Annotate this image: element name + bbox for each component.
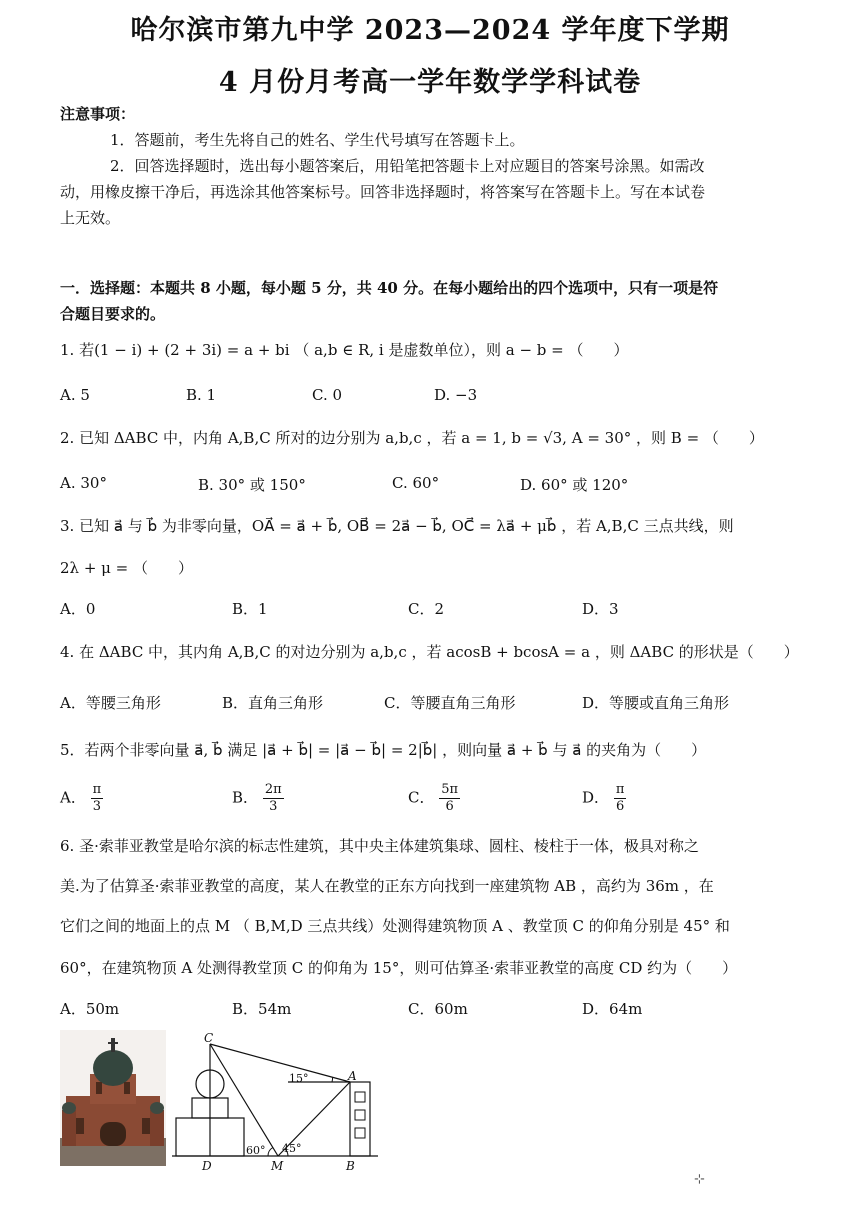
q2-option-c: C. 60° bbox=[392, 474, 440, 492]
q5-option-b-fraction bbox=[263, 782, 284, 815]
fraction-numerator: π bbox=[615, 782, 625, 797]
q3-option-b: B．1 bbox=[232, 600, 268, 618]
q3-stem-line1: 3. 已知 a⃗ 与 b⃗ 为非零向量，OA⃗ = a⃗ + b⃗, OB⃗ = 2a⃗ − b⃗, OC⃗ = λa⃗ + μb⃗ ，若 A,B,C 三点共线，则 bbox=[60, 517, 734, 535]
q5-option-d-label: D． bbox=[582, 788, 610, 807]
fraction-numerator: π bbox=[92, 782, 102, 797]
q5-option-a bbox=[60, 782, 103, 815]
q5-option-a-label: A． bbox=[60, 788, 86, 807]
label-c: C bbox=[204, 1031, 214, 1045]
scan-mark-icon: ⊹ bbox=[694, 1172, 705, 1187]
notes-item-2-line1: 2．回答选择题时，选出每小题答案后，用铅笔把答题卡上对应题目的答案号涂黑。如需改 bbox=[110, 157, 705, 175]
q4-stem: 4. 在 ΔABC 中，其内角 A,B,C 的对边分别为 a,b,c ，若 acosB + bcosA = a ，则 ΔABC 的形状是（ ） bbox=[60, 643, 799, 661]
q2-option-a: A. 30° bbox=[60, 474, 107, 492]
q5-stem: 5．若两个非零向量 a⃗, b⃗ 满足 |a⃗ + b⃗| = |a⃗ − b⃗| = 2|b⃗| ，则向量 a⃗ + b⃗ 与 a⃗ 的夹角为（ ） bbox=[60, 741, 707, 759]
q2-stem: 2. 已知 ΔABC 中，内角 A,B,C 所对的边分别为 a,b,c ，若 a = 1, b = √3, A = 30° ，则 B = （ ） bbox=[60, 429, 764, 447]
q6-stem-line3: 它们之间的地面上的点 M （ B,M,D 三点共线）处测得建筑物顶 A 、教堂顶 C 的仰角分别是 45° 和 bbox=[60, 917, 730, 935]
exam-title-line1: 哈尔滨市第九中学 2023—2024 学年度下学期 bbox=[130, 15, 730, 46]
q5-option-c-fraction bbox=[439, 782, 460, 815]
q6-option-c: C．60m bbox=[408, 1000, 468, 1018]
q5-option-b-label: B． bbox=[232, 788, 259, 807]
q1-option-a: A. 5 bbox=[60, 386, 90, 404]
fraction-numerator: 2π bbox=[264, 782, 282, 797]
q5-option-c-label: C． bbox=[408, 788, 435, 807]
q4-option-b: B．直角三角形 bbox=[222, 694, 324, 712]
q5-option-d bbox=[582, 782, 626, 815]
notes-item-2-line3: 上无效。 bbox=[60, 209, 121, 227]
q3-option-c: C．2 bbox=[408, 600, 445, 618]
q1-option-b: B. 1 bbox=[186, 386, 217, 404]
section1-line1: 一．选择题：本题共 8 小题，每小题 5 分，共 40 分。在每小题给出的四个选项中，只有一项是符 bbox=[60, 279, 719, 297]
exam-title-line2: 4 月份月考高一学年数学学科试卷 bbox=[218, 67, 642, 98]
q2-option-d: D. 60° 或 120° bbox=[520, 476, 629, 494]
q5-option-d-fraction bbox=[614, 782, 627, 815]
q4-option-d: D．等腰或直角三角形 bbox=[582, 694, 730, 712]
q3-stem-line2: 2λ + μ = （ ） bbox=[60, 559, 194, 577]
fraction-denominator: 6 bbox=[445, 799, 454, 814]
q1-option-c: C. 0 bbox=[312, 386, 343, 404]
q6-option-a: A．50m bbox=[60, 1000, 120, 1018]
angle-m-60: 60° bbox=[246, 1144, 266, 1157]
fraction-denominator: 3 bbox=[92, 799, 102, 814]
notes-heading: 注意事项： bbox=[60, 105, 136, 123]
q2-option-b: B. 30° 或 150° bbox=[198, 476, 306, 494]
q6-stem-line2: 美.为了估算圣·索菲亚教堂的高度，某人在教堂的正东方向找到一座建筑物 AB ，高约为 36m ，在 bbox=[60, 877, 714, 895]
label-d: D bbox=[202, 1159, 212, 1173]
q6-stem-line1: 6. 圣·索菲亚教堂是哈尔滨的标志性建筑，其中央主体建筑集球、圆柱、棱柱于一体，极具对称之 bbox=[60, 837, 699, 855]
q4-option-c: C．等腰直角三角形 bbox=[384, 694, 516, 712]
geometry-figure bbox=[168, 1028, 388, 1174]
fraction-denominator: 3 bbox=[269, 799, 278, 814]
notes-item-1: 1．答题前，考生先将自己的姓名、学生代号填写在答题卡上。 bbox=[110, 131, 525, 149]
q3-option-a: A．0 bbox=[60, 600, 96, 618]
label-m: M bbox=[271, 1159, 284, 1173]
q6-option-d: D．64m bbox=[582, 1000, 643, 1018]
angle-a-15: 15° bbox=[289, 1072, 309, 1085]
q1-option-d: D. −3 bbox=[434, 386, 478, 404]
q5-option-a-fraction bbox=[91, 782, 104, 815]
fraction-numerator: 5π bbox=[441, 782, 459, 797]
label-a: A bbox=[348, 1069, 357, 1083]
angle-m-45: 45° bbox=[282, 1142, 302, 1155]
label-b: B bbox=[346, 1159, 355, 1173]
q5-option-c bbox=[408, 782, 460, 815]
section1-line2: 合题目要求的。 bbox=[60, 305, 166, 323]
q4-option-a: A．等腰三角形 bbox=[60, 694, 161, 712]
q5-option-b bbox=[232, 782, 284, 815]
q6-stem-line4: 60°，在建筑物顶 A 处测得教堂顶 C 的仰角为 15°，则可估算圣·索菲亚教堂的高度 CD 约为（ ） bbox=[60, 959, 738, 977]
q3-option-d: D．3 bbox=[582, 600, 619, 618]
cathedral-photo bbox=[60, 1030, 166, 1166]
notes-item-2-line2: 动，用橡皮擦干净后，再选涂其他答案标号。回答非选择题时，将答案写在答题卡上。写在本试卷 bbox=[60, 183, 706, 201]
q1-stem: 1. 若(1 − i) + (2 + 3i) = a + bi （ a,b ∈ R, i 是虚数单位），则 a − b = （ ） bbox=[60, 341, 629, 359]
q6-option-b: B．54m bbox=[232, 1000, 292, 1018]
fraction-denominator: 6 bbox=[615, 799, 625, 814]
